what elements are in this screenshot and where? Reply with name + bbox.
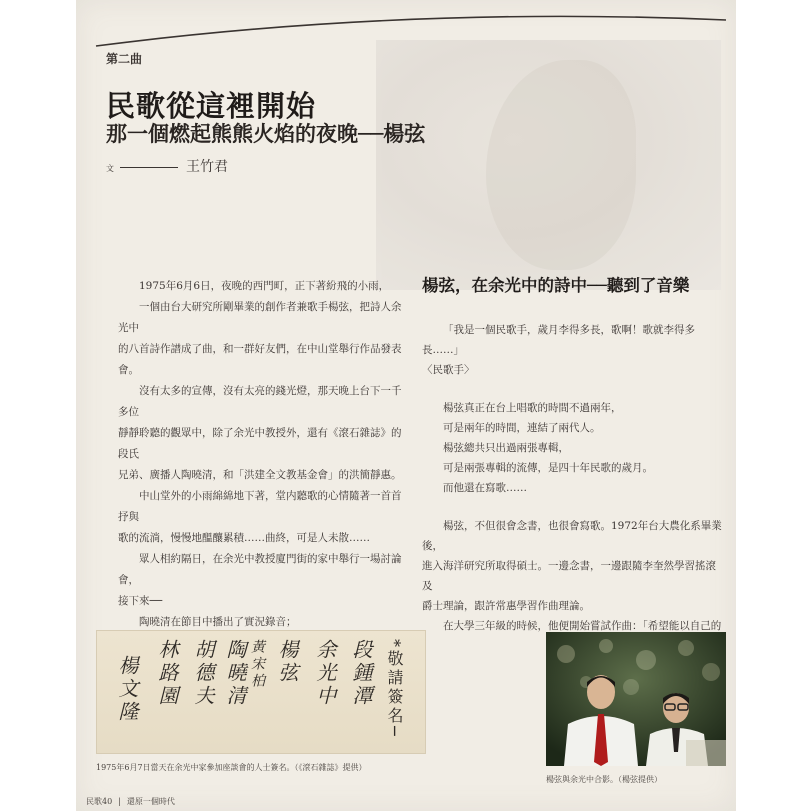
signature: 黃宋柏 [249,639,265,690]
left-line: 歌的流淌，慢慢地醞釀累積……曲終，可是人未散…… [118,532,370,544]
verse-line: 可是兩張專輯的流傳，是四十年民歌的歲月。 [443,462,653,474]
author-byline [106,156,228,176]
left-line: 接下來── [118,595,163,607]
left-line: 中山堂外的小雨綿綿地下著，堂内聽歌的心情隨著一首首抒與 [118,490,402,523]
para-line: 在大學三年級的時候，他便開始嘗試作曲：「希望能以自己的 [443,620,722,632]
signature: 林路園 [155,639,179,708]
verse-line: 楊弦總共只出過兩張專輯， [443,442,569,454]
quote: 「我是一個民歌手，歲月李得多長，歌啊！歌就李得多長……」 [422,324,695,356]
page-subtitle: 那一個燃起熊熊火焰的夜晚──楊弦 [106,121,426,146]
footer-separator: | [118,797,121,806]
para-line: 進入海洋研究所取得碩士。一邊念書，一邊跟隨李奎然學習搖滾及 [422,560,716,592]
author-dash [120,167,178,168]
left-line: 陶曉清在節目中播出了實況錄音； [139,616,297,628]
photo-caption: 楊弦與余光中合影。（楊弦提供） [546,775,662,784]
author-name: 王竹君 [186,159,228,175]
signature-caption: 1975年6月7日當天在余光中家參加座談會的人士簽名。（《滾石雜誌》提供） [96,763,367,772]
para-line: 楊弦，不但很會念書，也很會寫歌。1972年台大農化系畢業後， [422,520,722,552]
signature-note: *敬請簽名─ [385,639,404,739]
signature: 段鍾潭 [349,639,373,708]
background-photo [376,40,721,290]
left-line: 靜靜聆聽的觀眾中，除了余光中教授外，還有《滾石雜誌》的段氏 [118,427,402,460]
left-line: 兄弟、廣播人陶曉清，和「洪建全文教基金會」的洪簡靜惠。 [118,469,402,481]
para-line: 爵士理論，跟許常惠學習作曲理論。 [422,600,590,612]
quote-source: 〈民歌手〉 [422,364,475,376]
magazine-page [76,0,736,811]
verse-line: 楊弦真正在台上唱歌的時間不過兩年， [443,402,622,414]
right-heading: 楊弦，在余光中的詩中──聽到了音樂 [422,276,690,295]
signature: 楊弦 [275,639,299,685]
left-line: 眾人相約隔日，在余光中教授廈門街的家中舉行一場討論會， [118,553,402,586]
left-line: 1975年6月6日，夜晚的西門町，正下著紛飛的小雨， [139,280,390,292]
section-label: 第二曲 [106,52,143,66]
left-line: 沒有太多的宣傳，沒有太亮的錢光燈，那天晚上台下一千多位 [118,385,402,418]
signature: 楊文隆 [115,655,139,724]
signature: 余光中 [313,639,337,708]
verse-line: 而他還在寫歌…… [443,482,527,494]
footer-page-label: 民歌40 [86,797,113,806]
page-title: 民歌從這裡開始 [106,89,317,123]
page-footer [86,796,175,807]
footer-section: 還原一個時代 [126,797,175,806]
author-mark: 文 [106,164,114,173]
left-line: 一個由台大研究所剛畢業的創作者兼歌手楊弦，把詩人余光中 [118,301,402,334]
left-line: 的八首詩作譜成了曲，和一群好友們，在中山堂舉行作品發表會。 [118,343,402,376]
verse-line: 可是兩年的時間，連結了兩代人。 [443,422,601,434]
photo-illustration [546,632,726,766]
photo-yang-hsien-yu-kwang-chung [546,632,726,766]
signature: 胡德夫 [191,639,215,708]
signature-sheet [96,630,426,754]
signature: 陶曉清 [223,639,247,708]
right-column [422,320,722,636]
